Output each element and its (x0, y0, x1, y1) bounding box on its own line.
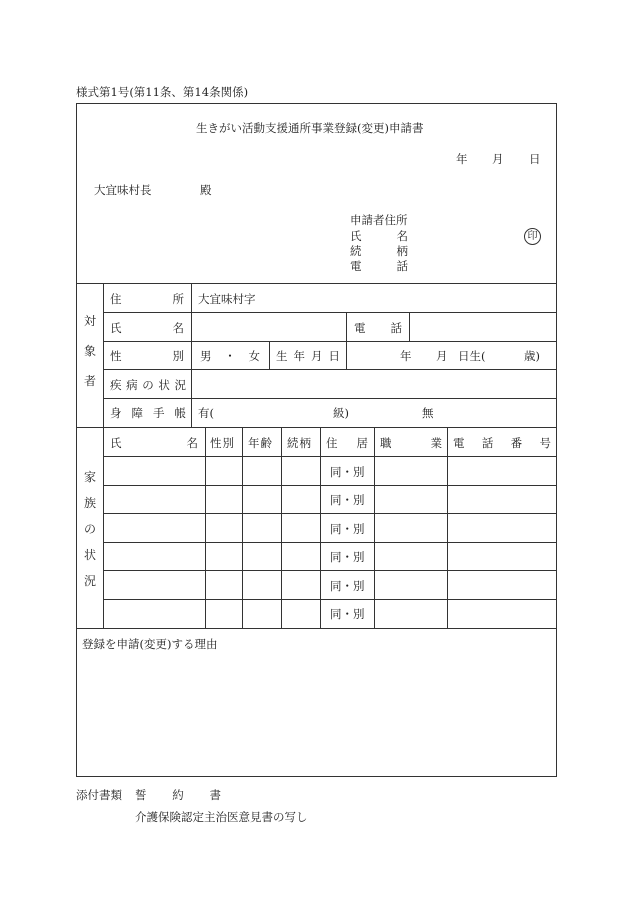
section-divider (76, 628, 557, 629)
date-month-label: 月 (492, 152, 504, 166)
subject-gender-options: 男 ・ 女 (200, 349, 260, 363)
family-row-residence: 同・別 (330, 607, 365, 621)
family-row-divider (103, 513, 557, 514)
date-year-label: 年 (456, 152, 468, 166)
applicant-relationship-label: 続 柄 (350, 244, 408, 258)
section-divider (76, 283, 557, 284)
family-row-residence: 同・別 (330, 579, 365, 593)
family-header-occupation: 職 業 (380, 436, 442, 450)
reason-label: 登録を申請(変更)する理由 (82, 637, 218, 651)
family-header-divider (103, 456, 557, 457)
family-header-residence: 住 居 (326, 436, 368, 450)
family-column-divider (242, 427, 243, 628)
family-column-divider (374, 427, 375, 628)
section-divider (76, 427, 557, 428)
applicant-phone-label: 電 話 (350, 259, 408, 273)
birthdate-cell-divider (346, 341, 347, 369)
family-column-divider (205, 427, 206, 628)
family-header-age: 年齢 (248, 436, 273, 450)
subject-disability-label: 身 障 手 帳 (110, 406, 186, 420)
subject-address-value: 大宜味村字 (198, 292, 256, 306)
family-row-divider (103, 599, 557, 600)
attachments-label: 添付書類 (76, 788, 122, 802)
family-row-divider (103, 570, 557, 571)
family-side-label: 家 族 の 状 況 (83, 470, 96, 588)
family-row-divider (103, 542, 557, 543)
date-day-label: 日 (529, 152, 541, 166)
family-header-phone: 電 話 番 号 (453, 436, 551, 450)
disability-no: 無 (422, 406, 434, 420)
disability-yes: 有( (198, 406, 214, 420)
form-title: 生きがい活動支援通所事業登録(変更)申請書 (196, 121, 424, 135)
family-header-gender: 性別 (210, 436, 235, 450)
subject-birthdate-label: 生 年 月 日 (276, 349, 340, 363)
attachment-pledge: 誓 約 書 (135, 788, 221, 802)
family-row-residence: 同・別 (330, 522, 365, 536)
subject-phone-label: 電 話 (354, 321, 402, 335)
birthdate-month: 月 (436, 349, 448, 363)
applicant-address-label: 申請者住所 (350, 213, 408, 227)
addressee-honorific: 殿 (200, 183, 212, 197)
applicant-name-label: 氏 名 (350, 229, 408, 243)
seal-mark: 印 (524, 228, 541, 245)
phone-cell-divider (346, 312, 347, 341)
family-header-name: 氏 名 (110, 436, 198, 450)
family-header-relation: 続柄 (287, 436, 312, 450)
row-divider (103, 312, 557, 313)
subject-name-label: 氏 名 (110, 321, 184, 335)
subject-side-label: 対 象 者 (83, 314, 96, 388)
subject-disease-label: 疾 病 の 状 況 (110, 378, 186, 392)
subject-gender-label: 性 別 (110, 349, 184, 363)
birthdate-age: 歳) (524, 349, 540, 363)
disability-grade: 級) (333, 406, 349, 420)
row-divider (103, 369, 557, 370)
row-divider (103, 398, 557, 399)
row-divider (103, 341, 557, 342)
family-row-residence: 同・別 (330, 550, 365, 564)
family-column-divider (281, 427, 282, 628)
phone-cell-divider (409, 312, 410, 341)
gender-cell-divider (269, 341, 270, 369)
addressee-name: 大宜味村長 (94, 183, 152, 197)
subject-address-label: 住 所 (110, 292, 184, 306)
attachment-doctor-opinion: 介護保険認定主治医意見書の写し (135, 810, 308, 824)
birthdate-day: 日生( (458, 349, 486, 363)
family-column-divider (447, 427, 448, 628)
label-column-divider (191, 283, 192, 427)
family-row-residence: 同・別 (330, 465, 365, 479)
birthdate-year: 年 (400, 349, 412, 363)
family-row-residence: 同・別 (330, 493, 365, 507)
form-number: 様式第1号(第11条、第14条関係) (76, 85, 249, 99)
family-row-divider (103, 485, 557, 486)
family-column-divider (320, 427, 321, 628)
